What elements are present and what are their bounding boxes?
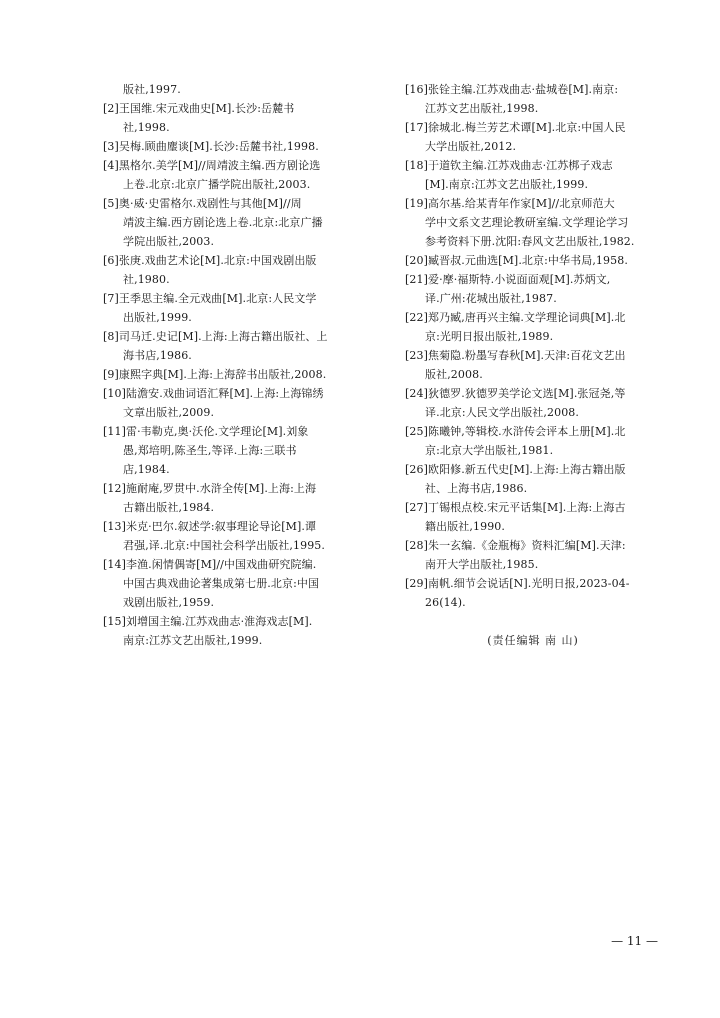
reference-line: 上卷.北京:北京广播学院出版社,2003. xyxy=(123,178,311,191)
reference-line: [16]张铨主编.江苏戏曲志·盐城卷[M].南京: xyxy=(405,83,619,96)
reference-line: 中国古典戏曲论著集成第七册.北京:中国 xyxy=(123,577,320,590)
reference-entry xyxy=(405,194,661,251)
reference-line: 社,1980. xyxy=(123,273,170,286)
reference-entry xyxy=(103,327,359,365)
reference-line: 店,1984. xyxy=(123,463,170,476)
reference-entry xyxy=(103,479,359,517)
reference-line: 古籍出版社,1984. xyxy=(123,501,215,514)
reference-entry xyxy=(103,99,359,137)
reference-entry xyxy=(103,612,359,650)
reference-line: [14]李渔.闲情偶寄[M]//中国戏曲研究院编. xyxy=(103,558,317,571)
reference-entry xyxy=(103,365,359,384)
reference-line: [15]刘增国主编.江苏戏曲志·淮海戏志[M]. xyxy=(103,615,313,628)
reference-line: [8]司马迁.史记[M].上海:上海古籍出版社、上 xyxy=(103,330,328,343)
reference-entry xyxy=(103,194,359,251)
reference-line: 海书店,1986. xyxy=(123,349,192,362)
reference-line: [2]王国维.宋元戏曲史[M].长沙:岳麓书 xyxy=(103,102,295,115)
reference-entry xyxy=(103,517,359,555)
reference-entry xyxy=(405,574,661,612)
reference-line: [26]欧阳修.新五代史[M].上海:上海古籍出版 xyxy=(405,463,626,476)
reference-entry xyxy=(405,308,661,346)
reference-line: [27]丁锡根点校.宋元平话集[M].上海:上海古 xyxy=(405,501,626,514)
reference-line: [18]于道钦主编.江苏戏曲志·江苏梆子戏志 xyxy=(405,159,613,172)
reference-entry xyxy=(103,289,359,327)
reference-line: [29]南帆.细节会说话[N].光明日报,2023-04- xyxy=(405,577,630,590)
reference-line: [4]黑格尔.美学[M]//周靖波主编.西方剧论选 xyxy=(103,159,321,172)
reference-entry xyxy=(103,555,359,612)
reference-line: [13]米克·巴尔.叙述学:叙事理论导论[M].谭 xyxy=(103,520,317,533)
reference-line: 京:光明日报出版社,1989. xyxy=(425,330,554,343)
reference-entry xyxy=(103,251,359,289)
page-number: — 11 — xyxy=(611,934,658,948)
reference-line: 学院出版社,2003. xyxy=(123,235,215,248)
reference-line: 译.北京:人民文学出版社,2008. xyxy=(425,406,579,419)
reference-entry xyxy=(405,118,661,156)
reference-line: 大学出版社,2012. xyxy=(425,140,517,153)
reference-line: 社、上海书店,1986. xyxy=(425,482,528,495)
reference-line: 君强,译.北京:中国社会科学出版社,1995. xyxy=(123,539,325,552)
reference-line: 出版社,1999. xyxy=(123,311,192,324)
reference-line: 社,1998. xyxy=(123,121,170,134)
reference-line: [12]施耐庵,罗贯中.水浒全传[M].上海:上海 xyxy=(103,482,317,495)
reference-line: [25]陈曦钟,等辑校.水浒传会评本上册[M].北 xyxy=(405,425,626,438)
references-left-column xyxy=(103,80,359,650)
reference-line: 南京:江苏文艺出版社,1999. xyxy=(123,634,263,647)
reference-line: [7]王季思主编.全元戏曲[M].北京:人民文学 xyxy=(103,292,317,305)
reference-line: 江苏文艺出版社,1998. xyxy=(425,102,539,115)
reference-line: [5]奥·威·史雷格尔.戏剧性与其他[M]//周 xyxy=(103,197,302,210)
reference-line: 南开大学出版社,1985. xyxy=(425,558,539,571)
reference-line: [19]高尔基.给某青年作家[M]//北京师范大 xyxy=(405,197,615,210)
reference-line: [17]徐城北.梅兰芳艺术谭[M].北京:中国人民 xyxy=(405,121,626,134)
reference-line: 文章出版社,2009. xyxy=(123,406,215,419)
reference-entry xyxy=(103,156,359,194)
reference-entry xyxy=(405,80,661,118)
reference-line: [3]吴梅.顾曲麈谈[M].长沙:岳麓书社,1998. xyxy=(103,140,319,153)
references-right-column xyxy=(405,80,661,612)
reference-line: 籍出版社,1990. xyxy=(425,520,505,533)
reference-entry xyxy=(405,422,661,460)
reference-line: [11]雷·韦勒克,奥·沃伦.文学理论[M].刘象 xyxy=(103,425,309,438)
reference-entry xyxy=(405,270,661,308)
reference-line: [28]朱一玄编.《金瓶梅》资料汇编[M].天津: xyxy=(405,539,626,552)
reference-line: 戏剧出版社,1959. xyxy=(123,596,215,609)
reference-line: [23]焦菊隐.粉墨写春秋[M].天津:百花文艺出 xyxy=(405,349,626,362)
reference-line: 译.广州:花城出版社,1987. xyxy=(425,292,557,305)
reference-entry xyxy=(405,346,661,384)
reference-line: [21]爱·摩·福斯特.小说面面观[M].苏炳文, xyxy=(405,273,611,286)
responsible-editor-note: (责任编辑 南 山) xyxy=(487,634,579,647)
reference-line: [24]狄德罗.狄德罗美学论文选[M].张冠尧,等 xyxy=(405,387,626,400)
reference-line: 版社,2008. xyxy=(425,368,483,381)
reference-line: [10]陆澹安.戏曲词语汇释[M].上海:上海锦绣 xyxy=(103,387,324,400)
reference-entry xyxy=(103,384,359,422)
reference-entry xyxy=(405,536,661,574)
reference-entry xyxy=(405,384,661,422)
reference-entry xyxy=(405,156,661,194)
reference-line: 学中文系文艺理论教研室编.文学理论学习 xyxy=(425,216,629,229)
reference-line: 版社,1997. xyxy=(123,83,181,96)
reference-line: 愚,郑培明,陈圣生,等译.上海:三联书 xyxy=(123,444,297,457)
reference-line: [6]张庚.戏曲艺术论[M].北京:中国戏剧出版 xyxy=(103,254,317,267)
reference-line: [20]臧晋叔.元曲选[M].北京:中华书局,1958. xyxy=(405,254,628,267)
reference-line: 26(14). xyxy=(425,596,466,609)
reference-line: 京:北京大学出版社,1981. xyxy=(425,444,554,457)
reference-entry xyxy=(405,251,661,270)
reference-entry xyxy=(103,137,359,156)
reference-entry xyxy=(103,422,359,479)
reference-line: [22]郑乃臧,唐再兴主编.文学理论词典[M].北 xyxy=(405,311,626,324)
reference-line: 靖波主编.西方剧论选上卷.北京:北京广播 xyxy=(123,216,323,229)
reference-entry xyxy=(103,80,359,99)
reference-line: 参考资料下册.沈阳:春风文艺出版社,1982. xyxy=(425,235,635,248)
reference-entry xyxy=(405,498,661,536)
reference-entry xyxy=(405,460,661,498)
reference-line: [M].南京:江苏文艺出版社,1999. xyxy=(425,178,589,191)
reference-line: [9]康熙字典[M].上海:上海辞书出版社,2008. xyxy=(103,368,327,381)
